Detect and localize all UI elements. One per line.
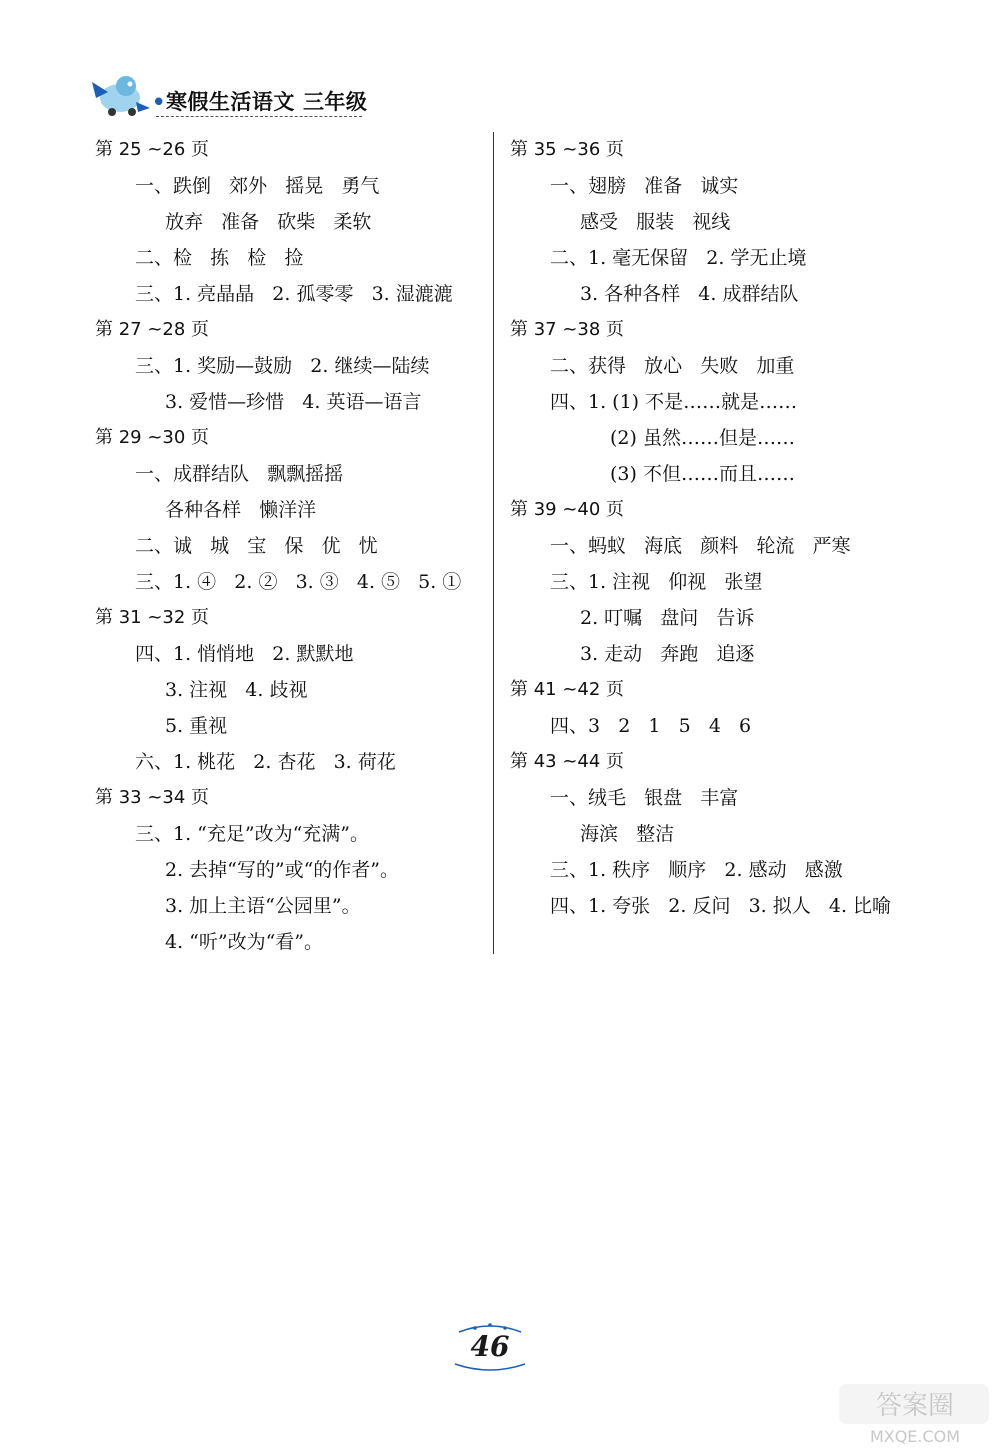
section-heading: 第 37 ~38 页 [510,319,625,340]
grade-label: 三年级 [302,90,368,114]
answer-line: 四、1. (1) 不是……就是…… [550,391,798,413]
answer-line: 3. 加上主语“公园里”。 [165,895,361,917]
answer-line: 四、1. 夸张 2. 反问 3. 拟人 4. 比喻 [550,895,892,917]
answer-line: 四、1. 悄悄地 2. 默默地 [135,643,354,665]
answer-line: 二、获得 放心 失败 加重 [550,355,795,377]
answer-line: (3) 不但……而且…… [610,463,795,485]
answer-line: 一、跌倒 郊外 摇晃 勇气 [135,175,380,197]
answer-line: (2) 虽然……但是…… [610,427,795,449]
answer-line: 海滨 整洁 [580,823,675,845]
section-heading: 第 35 ~36 页 [510,139,625,160]
answer-line: 3. 注视 4. 歧视 [165,679,308,701]
column-divider [493,132,494,954]
answer-line: 5. 重视 [165,715,228,737]
section-heading: 第 29 ~30 页 [95,427,210,448]
answer-line: 一、绒毛 银盘 丰富 [550,787,739,809]
answer-line: 二、检 拣 检 捡 [135,247,304,269]
page-footer [450,1318,540,1378]
answer-line: 六、1. 桃花 2. 杏花 3. 荷花 [135,751,396,773]
mascot-icon [86,68,152,120]
answer-line: 一、成群结队 飘飘摇摇 [135,463,344,485]
answer-line: 2. 叮嘱 盘问 告诉 [580,607,755,629]
title-dot: • [152,90,166,114]
section-heading: 第 33 ~34 页 [95,787,210,808]
answer-line: 3. 爱惜—珍惜 4. 英语—语言 [165,391,422,413]
answer-line: 一、翅膀 准备 诚实 [550,175,739,197]
answer-line: 三、1. 秩序 顺序 2. 感动 感激 [550,859,843,881]
answer-line: 三、1. ④ 2. ② 3. ③ 4. ⑤ 5. ① [135,571,462,593]
title-rule [156,116,362,117]
answer-line: 二、1. 毫无保留 2. 学无止境 [550,247,807,269]
section-heading: 第 27 ~28 页 [95,319,210,340]
answer-line: 三、1. 奖励—鼓励 2. 继续—陆续 [135,355,430,377]
right-column [510,132,910,924]
book-title [152,86,367,116]
answer-line: 各种各样 懒洋洋 [165,499,317,521]
section-heading: 第 31 ~32 页 [95,607,210,628]
answer-line: 感受 服装 视线 [580,211,731,233]
answer-line: 3. 各种各样 4. 成群结队 [580,283,799,305]
page-number: 46 [470,1330,510,1363]
answer-line: 二、诚 城 宝 保 优 忧 [135,535,378,557]
answer-line: 三、1. 亮晶晶 2. 孤零零 3. 湿漉漉 [135,283,453,305]
section-heading: 第 39 ~40 页 [510,499,625,520]
answer-line: 三、1. “充足”改为“充满”。 [135,823,370,845]
section-heading: 第 25 ~26 页 [95,139,210,160]
svg-text:MXQE.COM: MXQE.COM [869,1427,961,1446]
answer-line: 3. 走动 奔跑 追逐 [580,643,755,665]
answer-line: 四、3 2 1 5 4 6 [550,715,752,737]
left-column [95,132,485,960]
answer-line: 放弃 准备 砍柴 柔软 [165,211,372,233]
title-text: 寒假生活语文 [165,90,295,114]
section-heading: 第 43 ~44 页 [510,751,625,772]
section-heading: 第 41 ~42 页 [510,679,625,700]
answer-line: 4. “听”改为“看”。 [165,931,324,953]
answer-line: 2. 去掉“写的”或“的作者”。 [165,859,400,881]
page-header [86,68,386,128]
answer-line: 一、蚂蚁 海底 颜料 轮流 严寒 [550,535,851,557]
svg-text:答案圈: 答案圈 [875,1391,955,1421]
answer-line: 三、1. 注视 仰视 张望 [550,571,763,593]
watermark-logo [835,1380,995,1450]
